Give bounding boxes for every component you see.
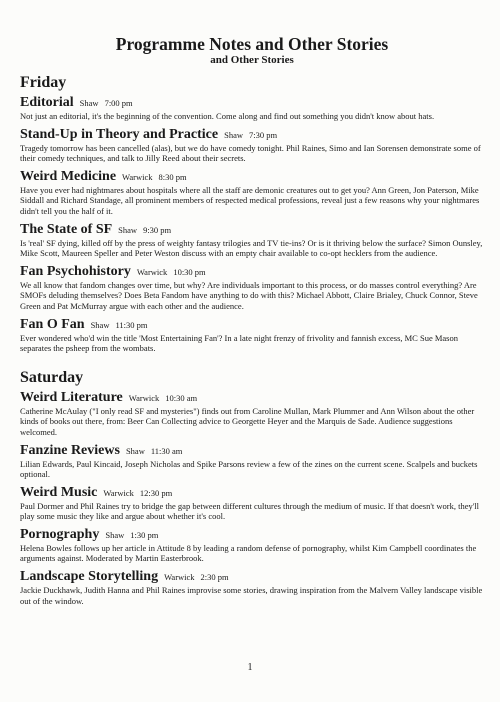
programme-item-venue: Warwick [103, 487, 134, 498]
day-heading: Friday [20, 74, 67, 91]
programme-item-header [20, 389, 484, 406]
programme-item-header [20, 526, 484, 543]
programme-item-title: Weird Literature [20, 389, 123, 405]
programme-item-title: Fanzine Reviews [20, 442, 120, 458]
programme-item-time: 11:30 pm [115, 319, 148, 330]
programme-item-venue: Shaw [125, 445, 145, 456]
programme-item-description: Jackie Duckhawk, Judith Hanna and Phil Raines improvise some stories, drawing inspiration from the Malvern Valley landscape visible out of the window. [20, 585, 483, 606]
programme-item-venue: Warwick [164, 572, 195, 583]
programme-item [20, 168, 484, 217]
programme-item [20, 126, 484, 164]
programme-item-venue: Warwick [136, 266, 168, 277]
programme-item-venue: Warwick [122, 171, 153, 182]
programme-item-header [20, 263, 484, 280]
programme-schedule [20, 73, 484, 606]
programme-item [20, 263, 484, 312]
programme-item [20, 94, 484, 122]
programme-item-venue: Shaw [118, 224, 138, 235]
programme-item-venue: Shaw [224, 129, 243, 140]
programme-item-header [20, 484, 484, 501]
programme-item-venue: Shaw [105, 529, 125, 540]
programme-item-time: 7:30 pm [248, 129, 278, 140]
programme-item-venue: Warwick [128, 392, 160, 403]
programme-item-title: Editorial [20, 95, 74, 110]
programme-item-description: Lilian Edwards, Paul Kincaid, Joseph Nicholas and Spike Parsons review a few of the zines on the current scene. Scalpels and buckets optional. [20, 458, 478, 480]
programme-item-description: Is 'real' SF dying, killed off by the press of weighty fantasy trilogies and TV tie-ins? Or is it thriving below the surface? Simon Ounsley, Mike Scott, Maureen Speller and Peter Weston discuss with an empty chair available to co-opt hecklers from the audience. [20, 237, 483, 259]
programme-item-description: Catherine McAulay ("I only read SF and mysteries") finds out from Caroline Mullan, Mark Plummer and Ann Wilson about the other kinds of books out there, from: Beer Can Collecting advice to Georgette Heyer and the Marquis de Sade. Audience suggestions welcomed. [20, 405, 475, 437]
programme-item-time: 2:30 pm [200, 572, 229, 583]
programme-item-description: We all know that fandom changes over time, but why? Are individuals important to this process, or do masses control everything? Are SMOFs deluding themselves? Does Beta Fandom have anything to do with this? Michael Abbott, Claire Brialey, Chuck Connor, Steve Green and Pat McMurray argue with each other and the audience. [20, 279, 478, 311]
programme-item-description: Not just an editorial, it's the beginning of the convention. Come along and find out something you didn't know about hats. [20, 111, 435, 121]
programme-item-header [20, 316, 484, 333]
programme-item-time: 10:30 am [165, 392, 198, 403]
programme-item [20, 526, 484, 564]
programme-item-title: Fan O Fan [20, 316, 85, 332]
programme-item-time: 1:30 pm [130, 529, 159, 540]
day-heading: Saturday [20, 368, 84, 386]
programme-item-header [20, 94, 484, 111]
programme-item [20, 568, 484, 606]
programme-item-time: 10:30 pm [173, 266, 206, 277]
programme-item-time: 7:00 pm [104, 98, 133, 108]
programme-item-description: Helena Bowles follows up her article in Attitude 8 by leading a random defense of pornography, whilst Kim Campbell coordinates the arguments against. Moderated by Martin Easterbrook. [20, 542, 477, 564]
programme-item [20, 316, 484, 354]
programme-item-venue: Shaw [90, 319, 110, 330]
page-subtitle: and Other Stories [210, 54, 294, 66]
programme-item-header [20, 168, 484, 185]
programme-item-time: 8:30 pm [158, 171, 187, 182]
programme-item-venue: Shaw [79, 98, 99, 108]
programme-item-title: Weird Medicine [20, 168, 117, 184]
programme-item-description: Paul Dormer and Phil Raines try to bridge the gap between different cultures through the medium of music. If that doesn't work, they'll play some music they like and argue about whether it's cool. [20, 500, 479, 522]
programme-item [20, 389, 484, 438]
programme-item-header [20, 568, 484, 585]
programme-item-description: Tragedy tomorrow has been cancelled (alas), but we do have comedy tonight. Phil Raines, Simo and Ian Sorensen demonstrate some of their comedy techniques, and talk to Jilly Reed about their secrets. [20, 142, 481, 164]
programme-item-title: Landscape Storytelling [20, 569, 159, 585]
programme-item-title: Pornography [20, 526, 100, 542]
programme-item-time: 9:30 pm [143, 224, 172, 235]
page-number: 1 [247, 662, 253, 673]
programme-item [20, 442, 484, 480]
programme-item-description: Ever wondered who'd win the title 'Most Entertaining Fan'? In a late night frenzy of frivolity and fannish excess, MC Sue Mason separates the psheep from the wombats. [20, 332, 458, 354]
programme-item-header [20, 221, 484, 238]
programme-item-time: 11:30 am [150, 445, 183, 456]
page-title: Programme Notes and Other Stories [115, 34, 389, 54]
programme-item-title: The State of SF [20, 221, 113, 237]
programme-item-header [20, 442, 484, 459]
programme-item-description: Have you ever had nightmares about hospitals where all the staff are demonic creatures out to get you? Ann Green, Jon Paterson, Mike Siddall and Richard Standage, all prominent members of respected medical professions, reveal just a few reasons why your nightmares didn't tell you the half of it. [20, 184, 480, 216]
programme-item [20, 484, 484, 522]
programme-item-title: Weird Music [20, 484, 98, 500]
programme-item [20, 221, 484, 259]
programme-item-title: Fan Psychohistory [20, 263, 131, 279]
programme-item-title: Stand-Up in Theory and Practice [20, 126, 219, 142]
programme-item-time: 12:30 pm [139, 487, 173, 498]
programme-item-header [20, 126, 484, 143]
